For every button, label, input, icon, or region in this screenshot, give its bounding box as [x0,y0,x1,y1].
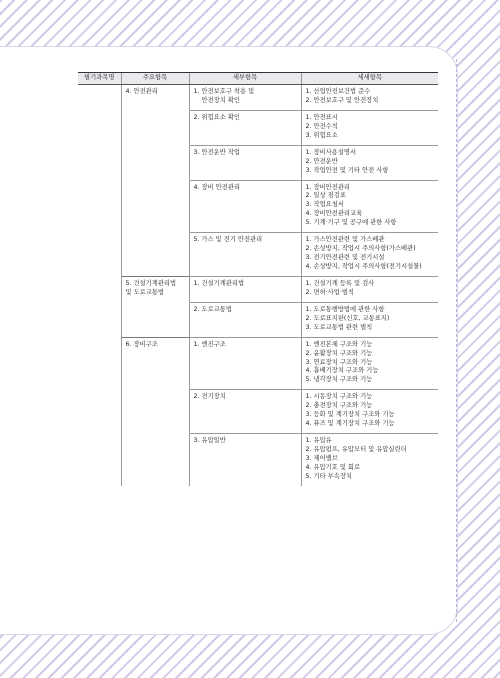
sub-item-cell [189,276,301,302]
main-item-cell [121,276,189,337]
main-item-cell [121,337,189,486]
table-row [78,276,438,302]
detail-item-line: 4. 장비안전관리교육 [305,210,363,218]
detail-item-line: 2. 충전장치 구조와 기능 [305,402,373,410]
header-detail-item: 세세항목 [301,73,438,85]
main-item-line: 및 도로교통법 [125,288,164,296]
detail-item-line: 5. 냉각장치 구조와 기능 [305,376,373,384]
main-item-line: 4. 안전관리 [125,88,158,95]
sub-item-line: 4. 장비 안전관리 [193,183,241,191]
sub-item-line: 3. 안전운반 작업 [193,148,241,156]
sub-item-line: 안전장치 확인 [201,96,240,104]
detail-item-line: 2. 안전수칙 [305,122,338,130]
detail-item-line: 1. 유압유 [305,437,332,445]
detail-item-line: 1. 엔진본체 구조와 기능 [305,340,373,348]
sub-item-line: 1. 건설기계관리법 [193,279,245,287]
header-main-item: 주요항목 [121,73,189,85]
table-row [78,85,438,111]
detail-item-line: 1. 도로통행방법에 관한 사항 [305,305,385,313]
detail-item-line: 1. 장비사용설명서 [305,148,357,156]
sub-item-cell [189,390,301,434]
detail-item-line: 3. 제어밸브 [305,454,338,462]
detail-item-line: 3. 작업요청서 [305,201,344,209]
detail-item-cell [301,85,438,111]
detail-item-line: 5. 기계·기구 및 공구에 관한 사항 [305,219,397,227]
sub-item-cell [189,434,301,486]
detail-item-line: 2. 안전운반 [305,157,338,165]
sub-item-cell [189,337,301,390]
detail-item-line: 1. 가스안전관련 및 가스배관 [305,236,385,244]
sub-item-line: 2. 도로교통법 [193,305,232,313]
sub-item-cell [189,302,301,337]
table-body [78,85,438,486]
sub-item-line: 2. 전기장치 [193,393,226,401]
exam-syllabus-table [78,72,438,486]
sub-item-line: 2. 위험요소 확인 [193,113,241,121]
detail-item-line: 2. 면허·사업·벌칙 [305,288,355,296]
detail-item-line: 2. 윤활장치 구조와 기능 [305,349,373,357]
sub-item-cell [189,145,301,180]
detail-item-line: 3. 도로교통법 관련 벌칙 [305,323,373,331]
detail-item-line: 2. 손상방지, 작업시 주의사항(가스배관) [305,245,416,253]
detail-item-cell [301,145,438,180]
detail-item-line: 1. 장비안전관리 [305,183,351,191]
sub-item-cell [189,110,301,145]
header-sub-item: 세부항목 [189,73,301,85]
detail-item-line: 4. 퓨즈 및 계기장치 구조와 기능 [305,420,395,428]
detail-item-cell [301,110,438,145]
sub-item-line: 3. 유압일반 [193,437,226,445]
detail-item-line: 4. 손상방지, 작업시 주의사항(전기시설물) [305,263,422,270]
detail-item-line: 3. 작업안전 및 기타 안전 사항 [305,166,389,174]
detail-item-line: 3. 전기안전관련 및 전기시설 [305,254,385,262]
main-item-line: 5. 건설기계관리법 [125,279,177,287]
detail-item-line: 4. 흡배기장치 구조와 기능 [305,367,379,375]
sub-item-cell [189,180,301,233]
detail-item-line: 3. 위험요소 [305,131,338,139]
detail-item-cell [301,390,438,434]
detail-item-line: 2. 도로표지판(신호, 교통표지) [305,314,390,322]
detail-item-cell [301,233,438,277]
sub-item-line: 1. 안전보호구 착용 및 [193,88,255,95]
detail-item-line: 3. 등화 및 계기장치 구조와 기능 [305,411,395,419]
sub-item-cell [189,233,301,277]
detail-item-line: 3. 연료장치 구조와 기능 [305,358,373,366]
main-item-line: 6. 장비구조 [125,340,158,348]
detail-item-cell [301,276,438,302]
detail-item-line: 1. 시동장치 구조와 기능 [305,393,373,401]
header-subject: 필기과목명 [78,73,121,85]
table-row [78,337,438,390]
detail-item-cell [301,180,438,233]
sub-item-line: 5. 가스 및 전기 안전관리 [193,236,263,244]
detail-item-line: 5. 기타 부속장치 [305,472,353,480]
detail-item-cell [301,302,438,337]
main-item-cell [121,85,189,277]
detail-item-line: 1. 산업안전보건법 준수 [305,88,371,95]
table-header-row [78,73,438,85]
detail-item-line: 4. 유압기호 및 회로 [305,463,361,471]
detail-item-cell [301,434,438,486]
detail-item-cell [301,337,438,390]
sub-item-line: 1. 엔진구조 [193,340,226,348]
detail-item-line: 2. 일상 점검표 [305,192,346,200]
detail-item-line: 2. 안전보호구 및 안전장치 [305,96,379,104]
subject-cell [78,85,121,486]
detail-item-line: 2. 유압펌프, 유압모터 및 유압실린더 [305,446,407,453]
detail-item-line: 1. 안전표시 [305,113,338,121]
detail-item-line: 1. 건설기계 등록 및 검사 [305,279,375,287]
sub-item-cell [189,85,301,111]
